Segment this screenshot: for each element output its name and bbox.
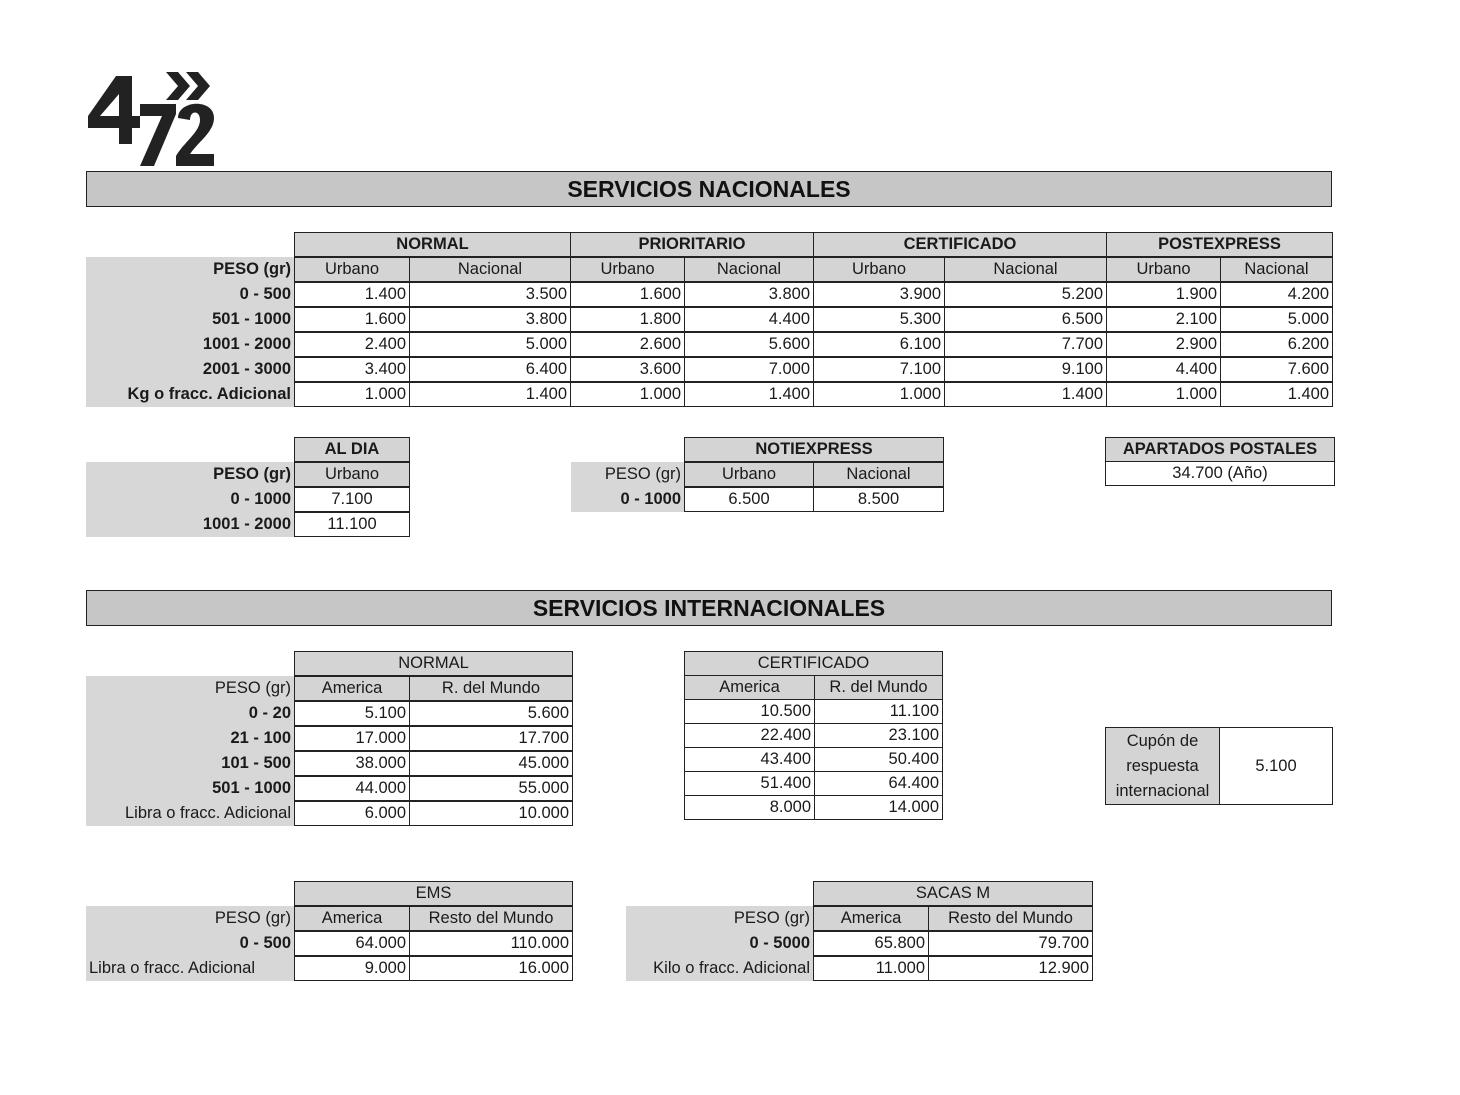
row-label: 21 - 100 [86,726,294,751]
row-label: 0 - 5000 [626,931,813,956]
peso-label: PESO (gr) [86,462,294,487]
price-cell: 43.400 [684,747,815,772]
price-cell: 5.300 [813,307,945,332]
row-label: Kg o fracc. Adicional [86,382,294,407]
group-header-prioritario: PRIORITARIO [570,232,814,257]
price-cell: 1.400 [294,282,410,307]
price-cell: 2.400 [294,332,410,357]
price-cell: 1.000 [570,382,685,407]
subheader-cell: Resto del Mundo [928,906,1093,931]
price-cell: 6.500 [944,307,1107,332]
price-cell: 1.000 [1106,382,1221,407]
price-cell: 7.100 [294,487,410,512]
row-label: 0 - 20 [86,701,294,726]
section-title-nacionales: SERVICIOS NACIONALES [86,171,1332,207]
cupon-box [1105,727,1333,805]
price-cell: 79.700 [928,931,1093,956]
price-cell: 1.000 [813,382,945,407]
intl-normal-table [86,651,572,826]
subheader-cell: R. del Mundo [814,675,943,700]
price-cell: 6.500 [684,487,814,512]
price-cell: 5.100 [294,701,410,726]
subheader-cell: Urbano [813,257,945,282]
price-cell: 11.100 [294,512,410,537]
price-cell: 1.900 [1106,282,1221,307]
cupon-label-line: internacional [1115,781,1210,800]
price-cell: 65.800 [813,931,929,956]
subheader-cell: Urbano [294,257,410,282]
price-cell: 11.100 [814,699,943,724]
subheader-cell: Nacional [813,462,944,487]
subheader-cell: America [813,906,929,931]
price-cell: 3.800 [684,282,814,307]
price-cell: 3.800 [409,307,571,332]
row-label: 0 - 1000 [86,487,294,512]
apartados-value: 34.700 (Año) [1105,461,1335,486]
row-label: 501 - 1000 [86,307,294,332]
peso-label: PESO (gr) [86,257,294,282]
price-cell: 1.400 [684,382,814,407]
price-cell: 64.000 [294,931,410,956]
price-cell: 1.600 [570,282,685,307]
intl-certificado-table [684,651,942,819]
apartados-header: APARTADOS POSTALES [1105,437,1335,462]
row-label: 0 - 500 [86,931,294,956]
subheader-cell: Nacional [1220,257,1333,282]
subheader-cell: Urbano [570,257,685,282]
subheader-cell: America [294,676,410,701]
row-label: 0 - 1000 [571,487,684,512]
price-cell: 4.400 [684,307,814,332]
apartados-postales-table [1105,437,1334,485]
subheader-cell: R. del Mundo [409,676,573,701]
price-cell: 64.400 [814,771,943,796]
price-cell: 17.700 [409,726,573,751]
price-cell: 3.900 [813,282,945,307]
price-cell: 5.600 [409,701,573,726]
intl-normal-header: NORMAL [294,651,573,676]
section-title-internacionales: SERVICIOS INTERNACIONALES [86,590,1332,626]
price-cell: 38.000 [294,751,410,776]
subheader-cell: Urbano [294,462,410,487]
subheader-cell: America [294,906,410,931]
price-cell: 45.000 [409,751,573,776]
price-cell: 12.900 [928,956,1093,981]
price-cell: 1.400 [409,382,571,407]
peso-label: PESO (gr) [626,906,813,931]
sacas-m-table [626,881,1092,981]
subheader-cell: Nacional [944,257,1107,282]
price-cell: 8.500 [813,487,944,512]
price-cell: 44.000 [294,776,410,801]
price-cell: 16.000 [409,956,573,981]
row-label: Libra o fracc. Adicional [86,801,294,826]
price-cell: 50.400 [814,747,943,772]
group-header-normal: NORMAL [294,232,571,257]
price-cell: 11.000 [813,956,929,981]
price-cell: 2.600 [570,332,685,357]
row-label: 0 - 500 [86,282,294,307]
ems-table [86,881,572,981]
row-label: Kilo o fracc. Adicional [626,956,813,981]
price-cell: 5.000 [409,332,571,357]
peso-label: PESO (gr) [86,676,294,701]
price-cell: 6.200 [1220,332,1333,357]
price-cell: 3.500 [409,282,571,307]
price-cell: 51.400 [684,771,815,796]
price-cell: 110.000 [409,931,573,956]
price-cell: 3.400 [294,357,410,382]
notiexpress-table [571,437,943,512]
price-cell: 7.100 [813,357,945,382]
price-cell: 7.700 [944,332,1107,357]
group-header-postexpress: POSTEXPRESS [1106,232,1333,257]
subheader-cell: Urbano [684,462,814,487]
cupon-label-line: respuesta [1126,756,1199,775]
price-cell: 10.000 [409,801,573,826]
ems-header: EMS [294,881,573,906]
notiexpress-header: NOTIEXPRESS [684,437,944,462]
subheader-cell: America [684,675,815,700]
price-cell: 23.100 [814,723,943,748]
cupon-label-line: Cupón de [1126,731,1199,750]
price-cell: 7.000 [684,357,814,382]
price-cell: 9.100 [944,357,1107,382]
al-dia-table [86,437,409,537]
price-cell: 6.400 [409,357,571,382]
cupon-value: 5.100 [1219,727,1333,805]
price-cell: 14.000 [814,795,943,820]
price-cell: 4.400 [1106,357,1221,382]
price-cell: 4.200 [1220,282,1333,307]
subheader-cell: Nacional [684,257,814,282]
price-cell: 6.000 [294,801,410,826]
sacas-header: SACAS M [813,881,1093,906]
row-label: 101 - 500 [86,751,294,776]
price-cell: 5.000 [1220,307,1333,332]
price-cell: 1.400 [944,382,1107,407]
row-label: 1001 - 2000 [86,512,294,537]
subheader-cell: Urbano [1106,257,1221,282]
price-cell: 1.800 [570,307,685,332]
national-rates-table [86,232,1332,407]
intl-certificado-header: CERTIFICADO [684,651,943,676]
price-cell: 7.600 [1220,357,1333,382]
price-cell: 2.100 [1106,307,1221,332]
cupon-label [1105,727,1220,805]
price-cell: 2.900 [1106,332,1221,357]
price-cell: 3.600 [570,357,685,382]
price-cell: 22.400 [684,723,815,748]
subheader-cell: Resto del Mundo [409,906,573,931]
peso-label: PESO (gr) [86,906,294,931]
subheader-cell: Nacional [409,257,571,282]
price-cell: 5.600 [684,332,814,357]
price-cell: 1.600 [294,307,410,332]
peso-label: PESO (gr) [571,462,684,487]
price-cell: 6.100 [813,332,945,357]
row-label: 2001 - 3000 [86,357,294,382]
row-label: 1001 - 2000 [86,332,294,357]
price-cell: 1.400 [1220,382,1333,407]
group-header-certificado: CERTIFICADO [813,232,1107,257]
price-cell: 10.500 [684,699,815,724]
price-cell: 8.000 [684,795,815,820]
company-logo [86,66,236,188]
price-cell: 5.200 [944,282,1107,307]
row-label: Libra o fracc. Adicional [86,956,294,981]
price-cell: 55.000 [409,776,573,801]
price-cell: 9.000 [294,956,410,981]
al-dia-header: AL DIA [294,437,410,462]
row-label: 501 - 1000 [86,776,294,801]
price-cell: 17.000 [294,726,410,751]
price-cell: 1.000 [294,382,410,407]
